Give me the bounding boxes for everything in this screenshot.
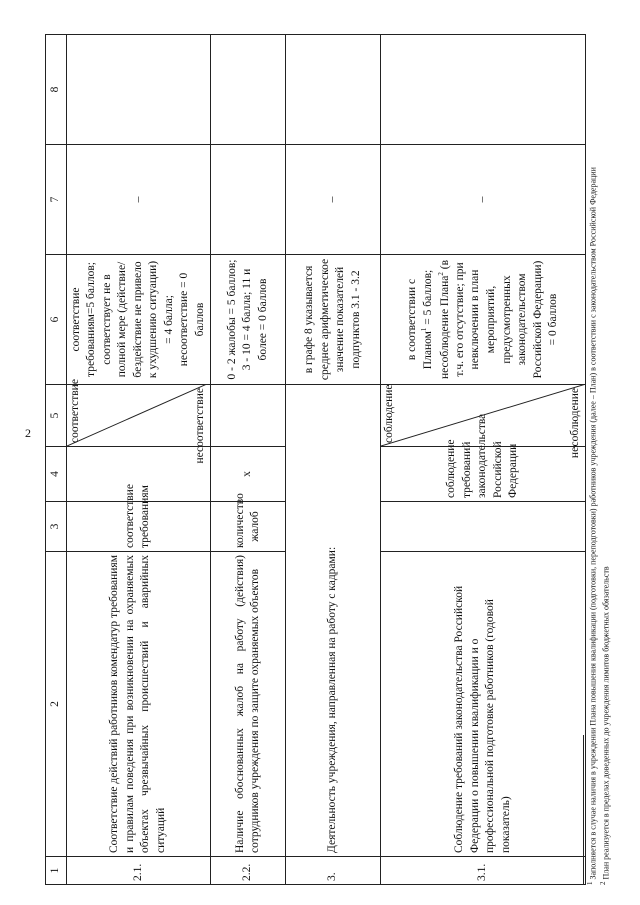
rotated-sheet: [45, 25, 625, 885]
header-cell-8: 8: [46, 35, 67, 145]
footnote-text-1: Заполняется в случае наличия в учреждении Плана повышения квалификации (подготовки, переподготовки) работников учреждения (далее – План) в соответствии с законодательством Российской Федерации: [588, 167, 598, 880]
criteria-table: [45, 34, 586, 885]
col5-bottom-text: несоблюдение: [569, 388, 582, 459]
scoring-cell: соответствие требованиям=5 баллов; соответствует не в полной мере (действие/бездействие не привело к ухудшению ситуации) = 4 балла; несоответствие = 0 баллов: [66, 255, 211, 385]
diagonal-line: [381, 384, 586, 446]
criterion-name: Соответствие действий работников комендатур требованиям и правилам поведения при возникновении на охраняемых объектах чрезвычайных происшествий и аварийных ситуаций: [66, 552, 211, 857]
diagonal-line: [67, 384, 207, 446]
col5-top-text: соблюдение: [383, 384, 396, 443]
criterion-name: Соблюдение требований законодательства Российской Федерации о повышении квалификации и о профессиональной подготовке работников (годовой показатель): [381, 552, 586, 857]
header-cell-5: 5: [46, 385, 67, 447]
unit-cell: соответствие требованиям: [66, 502, 211, 552]
table-row: [66, 35, 211, 885]
header-cell-7: 7: [46, 145, 67, 255]
header-cell-3: 3: [46, 502, 67, 552]
col5-diagonal-cell: [66, 379, 211, 464]
scoring-text-b: = 5 баллов; несоблюдение Плана: [422, 269, 451, 380]
col7-cell: –: [381, 145, 586, 255]
footnote-rule: [583, 735, 584, 885]
col8-cell: [286, 35, 381, 145]
col8-cell: [211, 35, 286, 145]
col7-cell: –: [66, 145, 211, 255]
footnote-ref-2: 2: [436, 272, 445, 276]
col7-cell: –: [286, 145, 381, 255]
col5-bottom-text: несоответствие: [194, 388, 207, 464]
header-cell-1: 1: [46, 857, 67, 885]
row-number: 3.: [286, 857, 381, 885]
scoring-text-a: в соответствии с Планом: [405, 278, 435, 370]
table-row: [286, 35, 381, 885]
header-cell-4: 4: [46, 447, 67, 502]
footnote-ref-1: 1: [420, 327, 429, 332]
col8-cell: [66, 35, 211, 145]
scoring-cell: 0 - 2 жалобы = 5 баллов; 3 - 10 = 4 балла; 11 и более = 0 баллов: [211, 255, 286, 385]
table-row: [381, 35, 586, 885]
row-number: 3.1.: [381, 857, 586, 885]
row-number: 2.1.: [66, 857, 211, 885]
footnote-1: [586, 35, 599, 885]
col5-cell: [211, 385, 286, 447]
footnote-mark-1: 1: [586, 881, 594, 885]
scoring-cell: [381, 255, 586, 385]
col7-cell: [211, 145, 286, 255]
col4-cell: соблюдение требований законодательства Российской Федерации: [381, 447, 586, 502]
scoring-text-c: (в т.ч. его отсутствие; при невключении в план мероприятий, предусмотренных законодательством Российской Федерации) = 0 баллов: [438, 260, 560, 379]
footnote-mark-2: 2: [598, 881, 607, 885]
col8-cell: [381, 35, 586, 145]
footnote-2: [599, 35, 612, 885]
row-number: 2.2.: [211, 857, 286, 885]
unit-cell: количество жалоб: [211, 502, 286, 552]
criterion-name: Наличие обоснованных жалоб на работу (действия) сотрудников учреждения по защите охраняемых объектов: [211, 552, 286, 857]
footnote-text-2: План реализуется в пределах доведенных до учреждения лимитов бюджетных обязательств: [601, 566, 611, 880]
header-cell-6: 6: [46, 255, 67, 385]
page-number: 2: [25, 426, 31, 440]
header-row: [46, 35, 67, 885]
col5-top-text: соответствие: [68, 379, 81, 443]
scoring-cell: в графе 8 указывается среднее арифметическое значение показателей подпунктов 3.1 - 3.2: [286, 255, 381, 385]
footnotes: [583, 35, 611, 885]
unit-cell: [381, 502, 586, 552]
col4-cell: х: [211, 447, 286, 502]
section-title: Деятельность учреждения, направленная на работу с кадрами:: [286, 385, 381, 857]
header-cell-2: 2: [46, 552, 67, 857]
table-row: [211, 35, 286, 885]
